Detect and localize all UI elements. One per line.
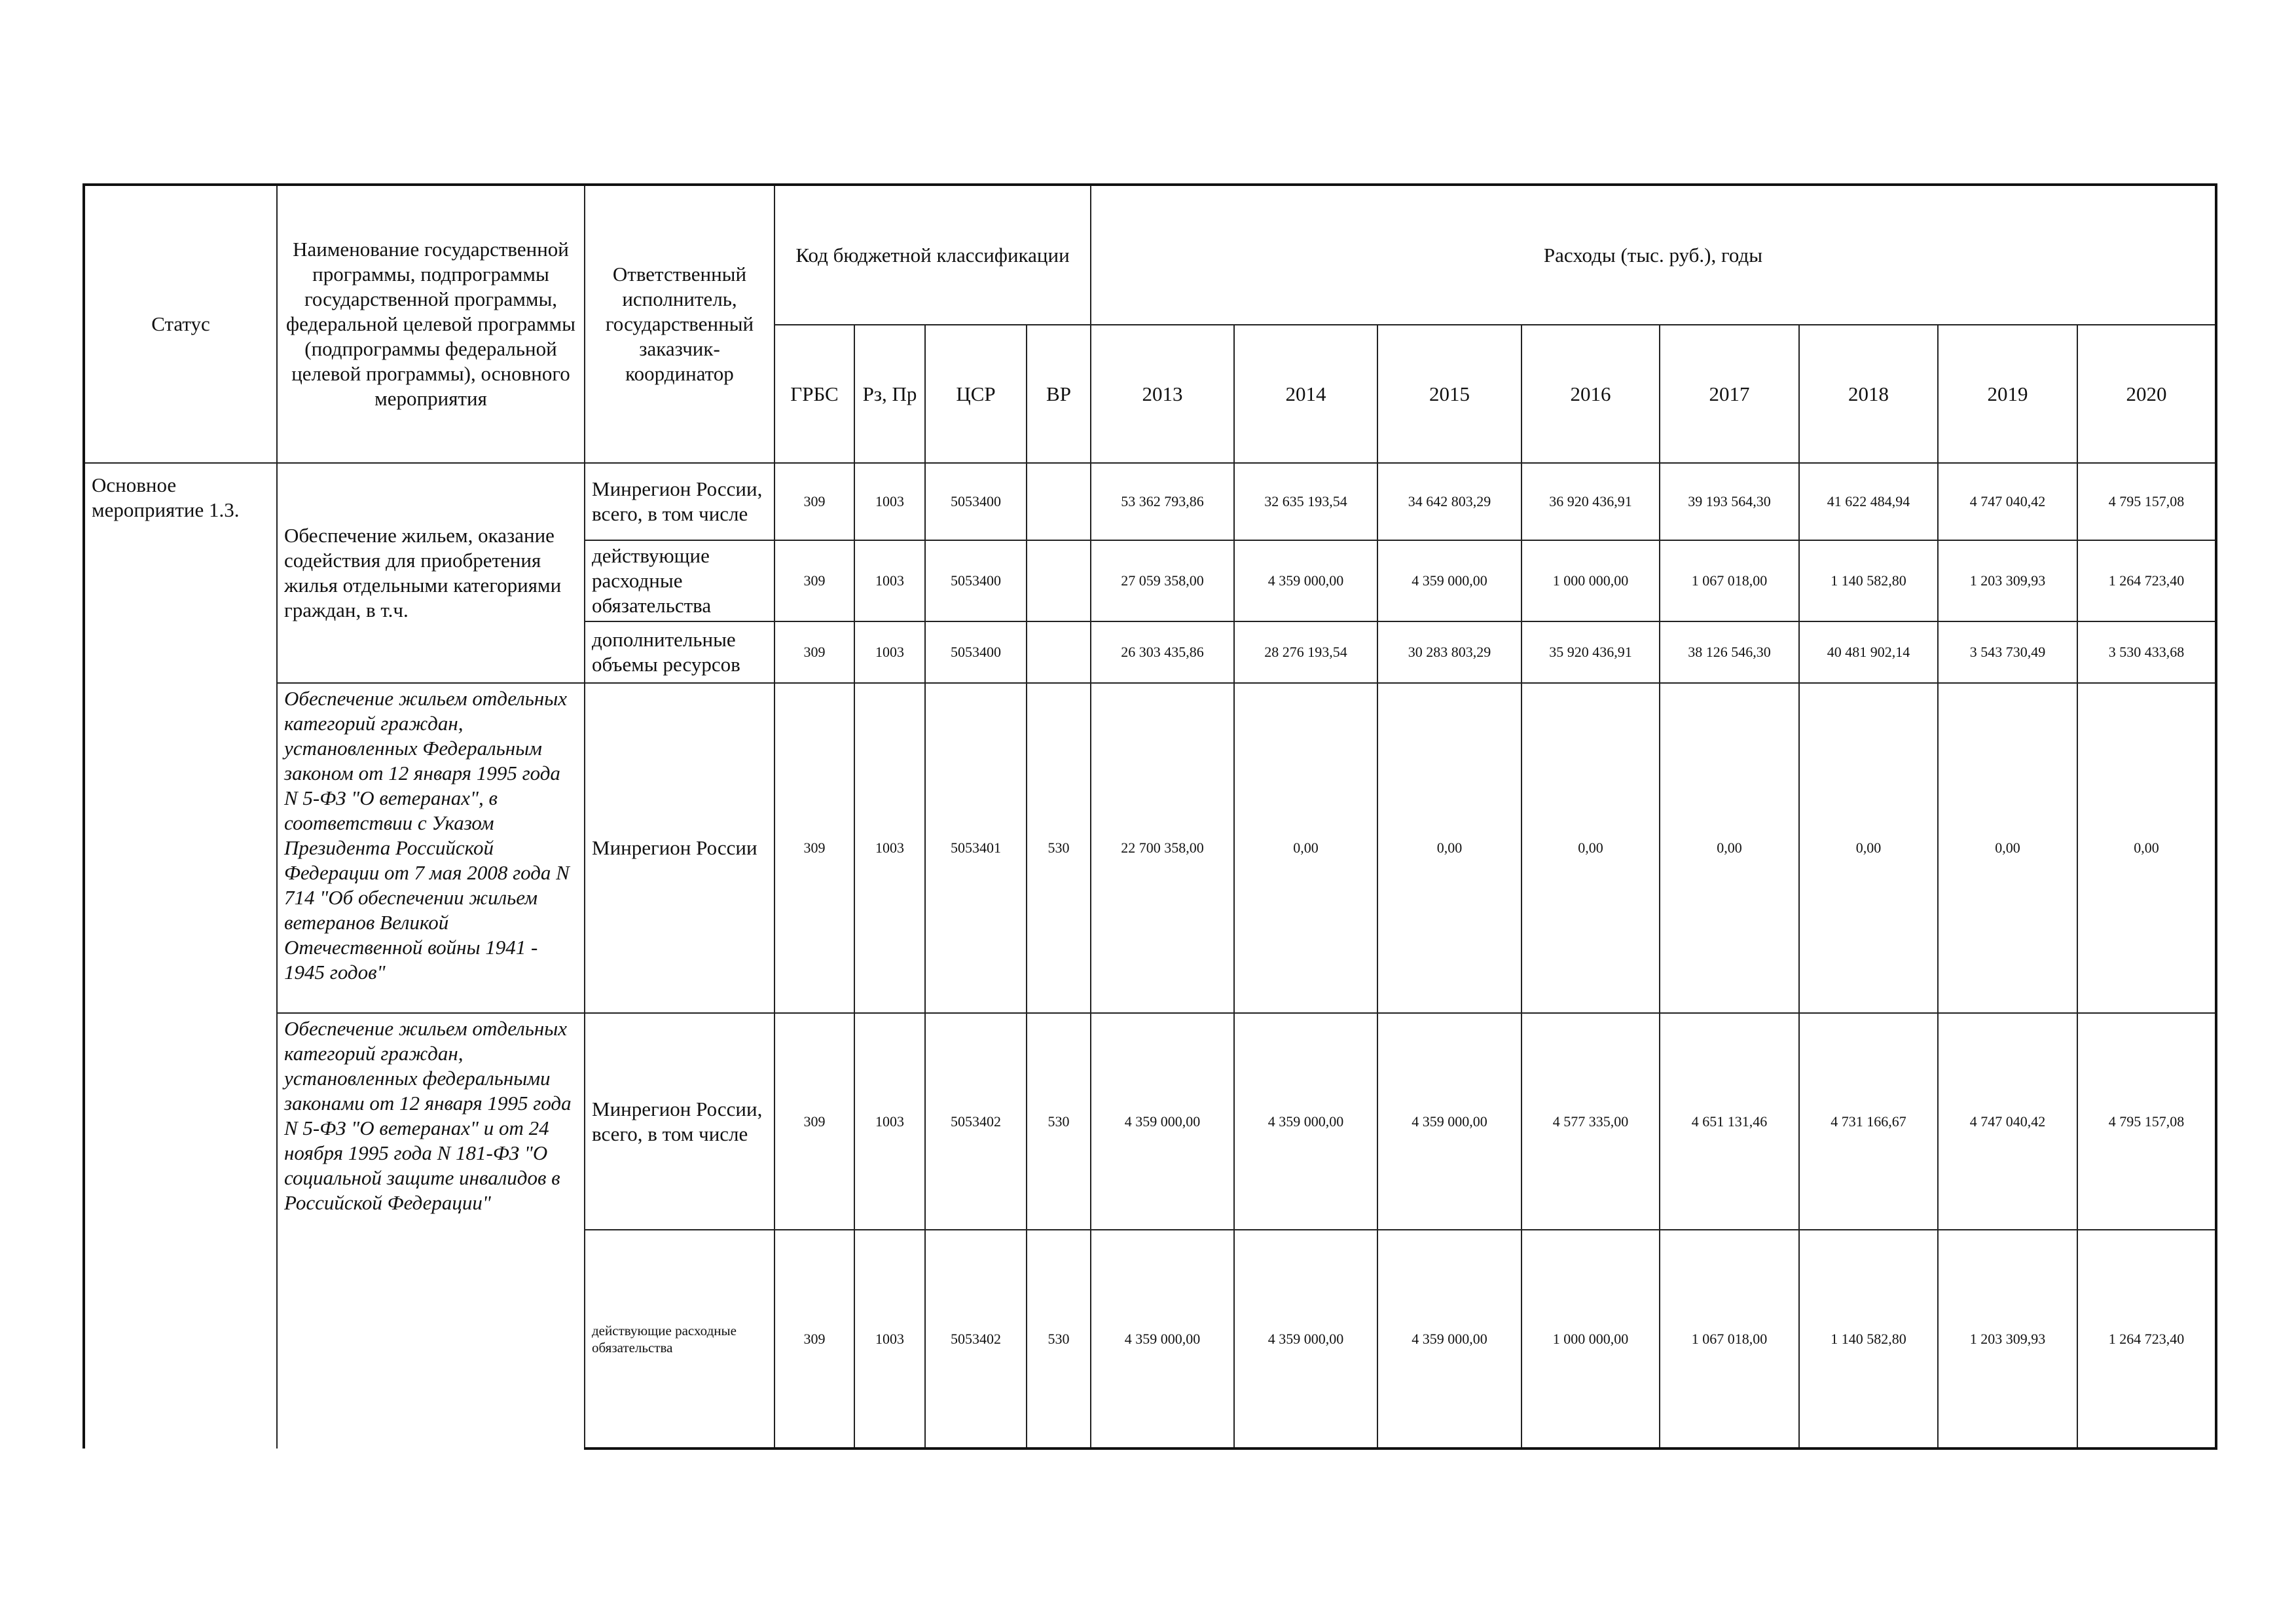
program-name: Обеспечение жильем, оказание содействия для приобретения жилья отдельными категориями граждан, в т.ч. (277, 463, 585, 683)
value-cell: 1 140 582,80 (1799, 540, 1938, 621)
vr-cell: 530 (1027, 1013, 1091, 1230)
executor-cell: действующие расходные обязательства (585, 540, 774, 621)
csr-cell: 5053401 (925, 683, 1027, 1013)
header-year: 2020 (2077, 325, 2216, 463)
header-expense-group: Расходы (тыс. руб.), годы (1091, 185, 2216, 325)
value-cell: 4 795 157,08 (2077, 463, 2216, 540)
value-cell: 36 920 436,91 (1522, 463, 1660, 540)
value-cell: 4 359 000,00 (1377, 1013, 1522, 1230)
header-year: 2015 (1377, 325, 1522, 463)
csr-cell: 5053402 (925, 1230, 1027, 1449)
table-row (84, 463, 2216, 540)
value-cell: 4 359 000,00 (1377, 1230, 1522, 1449)
value-cell: 1 067 018,00 (1660, 540, 1799, 621)
value-cell: 4 359 000,00 (1377, 540, 1522, 621)
budget-table (82, 183, 2217, 1450)
csr-cell: 5053400 (925, 463, 1027, 540)
value-cell: 1 264 723,40 (2077, 1230, 2216, 1449)
program-name: Обеспечение жильем отдельных категорий граждан, установленных Федеральным законом от 12 января 1995 года N 5-ФЗ "О ветеранах", в соответствии с Указом Президента Российской Федерации от 7 мая 2008 года N 714 "Об обеспечении жильем ветеранов Великой Отечественной войны 1941 - 1945 годов" (277, 683, 585, 1013)
grbs-cell: 309 (774, 540, 854, 621)
value-cell: 4 577 335,00 (1522, 1013, 1660, 1230)
header-year: 2014 (1234, 325, 1377, 463)
vr-cell (1027, 540, 1091, 621)
value-cell: 0,00 (2077, 683, 2216, 1013)
table-row (84, 683, 2216, 1013)
value-cell: 27 059 358,00 (1091, 540, 1234, 621)
value-cell: 1 140 582,80 (1799, 1230, 1938, 1449)
value-cell: 35 920 436,91 (1522, 621, 1660, 683)
table-row (84, 1013, 2216, 1230)
value-cell: 0,00 (1938, 683, 2077, 1013)
value-cell: 1 000 000,00 (1522, 1230, 1660, 1449)
executor-cell: Минрегион России, всего, в том числе (585, 463, 774, 540)
header-status: Статус (84, 185, 277, 463)
value-cell: 0,00 (1234, 683, 1377, 1013)
value-cell: 0,00 (1522, 683, 1660, 1013)
value-cell: 3 530 433,68 (2077, 621, 2216, 683)
header-code-grbs: ГРБС (774, 325, 854, 463)
value-cell: 4 795 157,08 (2077, 1013, 2216, 1230)
header-code-csr: ЦСР (925, 325, 1027, 463)
value-cell: 4 359 000,00 (1091, 1230, 1234, 1449)
value-cell: 28 276 193,54 (1234, 621, 1377, 683)
program-name: Обеспечение жильем отдельных категорий граждан, установленных федеральными законами от 12 января 1995 года N 5-ФЗ "О ветеранах" и от 24 ноября 1995 года N 181-ФЗ "О социальной защите инвалидов в Российской Федерации" (277, 1013, 585, 1449)
value-cell: 41 622 484,94 (1799, 463, 1938, 540)
status-cell: Основное мероприятие 1.3. (84, 463, 277, 1449)
executor-cell: Минрегион России, всего, в том числе (585, 1013, 774, 1230)
value-cell: 40 481 902,14 (1799, 621, 1938, 683)
value-cell: 0,00 (1377, 683, 1522, 1013)
value-cell: 4 731 166,67 (1799, 1013, 1938, 1230)
value-cell: 1 203 309,93 (1938, 540, 2077, 621)
value-cell: 4 359 000,00 (1091, 1013, 1234, 1230)
value-cell: 4 359 000,00 (1234, 1230, 1377, 1449)
header-code-rzpr: Рз, Пр (854, 325, 925, 463)
executor-cell: дополнительные объемы ресурсов (585, 621, 774, 683)
value-cell: 4 359 000,00 (1234, 540, 1377, 621)
value-cell: 1 067 018,00 (1660, 1230, 1799, 1449)
rzpr-cell: 1003 (854, 463, 925, 540)
value-cell: 3 543 730,49 (1938, 621, 2077, 683)
value-cell: 4 747 040,42 (1938, 463, 2077, 540)
value-cell: 53 362 793,86 (1091, 463, 1234, 540)
vr-cell (1027, 463, 1091, 540)
grbs-cell: 309 (774, 1230, 854, 1449)
value-cell: 26 303 435,86 (1091, 621, 1234, 683)
header-executor: Ответственный исполнитель, государственный заказчик-координатор (585, 185, 774, 463)
header-code-vr: ВР (1027, 325, 1091, 463)
rzpr-cell: 1003 (854, 1230, 925, 1449)
csr-cell: 5053400 (925, 540, 1027, 621)
value-cell: 4 651 131,46 (1660, 1013, 1799, 1230)
value-cell: 22 700 358,00 (1091, 683, 1234, 1013)
value-cell: 30 283 803,29 (1377, 621, 1522, 683)
executor-cell: Минрегион России (585, 683, 774, 1013)
grbs-cell: 309 (774, 621, 854, 683)
rzpr-cell: 1003 (854, 540, 925, 621)
vr-cell: 530 (1027, 683, 1091, 1013)
header-code-group: Код бюджетной классификации (774, 185, 1091, 325)
header-year: 2017 (1660, 325, 1799, 463)
rzpr-cell: 1003 (854, 683, 925, 1013)
grbs-cell: 309 (774, 1013, 854, 1230)
value-cell: 4 359 000,00 (1234, 1013, 1377, 1230)
value-cell: 0,00 (1660, 683, 1799, 1013)
header-year: 2016 (1522, 325, 1660, 463)
csr-cell: 5053400 (925, 621, 1027, 683)
header-year: 2019 (1938, 325, 2077, 463)
header-row-1 (84, 185, 2216, 325)
value-cell: 1 000 000,00 (1522, 540, 1660, 621)
value-cell: 0,00 (1799, 683, 1938, 1013)
csr-cell: 5053402 (925, 1013, 1027, 1230)
value-cell: 4 747 040,42 (1938, 1013, 2077, 1230)
value-cell: 39 193 564,30 (1660, 463, 1799, 540)
grbs-cell: 309 (774, 463, 854, 540)
value-cell: 34 642 803,29 (1377, 463, 1522, 540)
rzpr-cell: 1003 (854, 1013, 925, 1230)
grbs-cell: 309 (774, 683, 854, 1013)
value-cell: 38 126 546,30 (1660, 621, 1799, 683)
rzpr-cell: 1003 (854, 621, 925, 683)
vr-cell: 530 (1027, 1230, 1091, 1449)
header-year: 2018 (1799, 325, 1938, 463)
vr-cell (1027, 621, 1091, 683)
header-year: 2013 (1091, 325, 1234, 463)
value-cell: 1 203 309,93 (1938, 1230, 2077, 1449)
value-cell: 1 264 723,40 (2077, 540, 2216, 621)
header-name: Наименование государственной программы, подпрограммы государственной программы, федеральной целевой программы (подпрограммы федеральной целевой программы), основного мероприятия (277, 185, 585, 463)
executor-cell: действующие расходные обязательства (585, 1230, 774, 1449)
value-cell: 32 635 193,54 (1234, 463, 1377, 540)
